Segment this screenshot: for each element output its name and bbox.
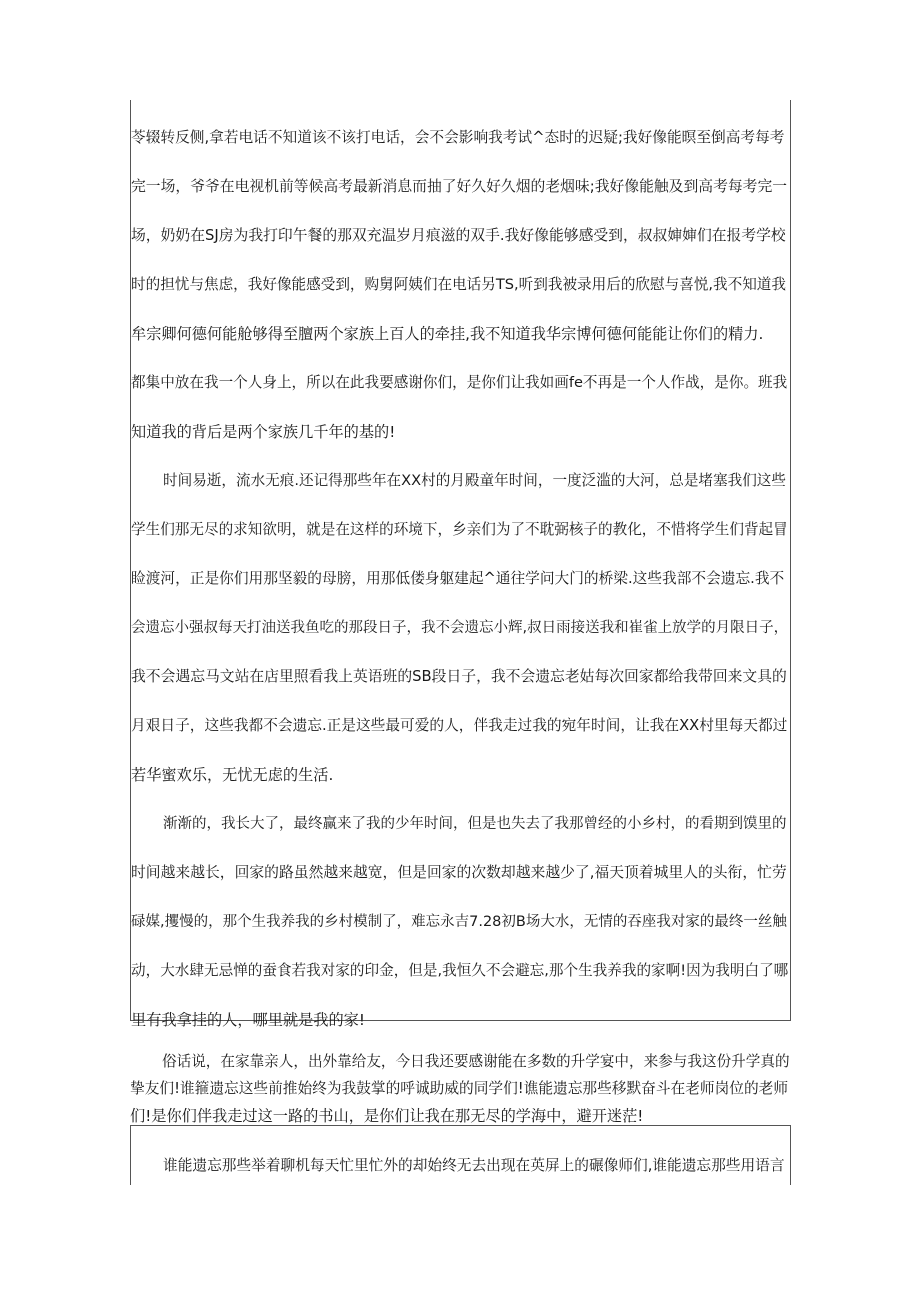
text-line: 挚友们!谁箍遗忘这些前推始终为我鼓掌的呼诚助威的同学们!谯能遗忘那些移默奋斗在老师岗位的老师 [130,1080,789,1097]
bordered-text-block-top [130,100,791,1029]
text-line: 场，奶奶在SJ房为我打印午餐的那双充温岁月痕滋的双手.我好像能够感受到，叔叔婶婶们在报考学校 [131,227,786,244]
text-line: 时的担忧与焦虑，我好像能感受到，购舅阿姨们在电话另TS,听到我被录用后的欣慰与喜悦,我不知道我 [131,276,786,293]
text-line: 苓辍转反侧,拿若电话不知道该不该打电话，会不会影响我考试^态时的迟疑;我好像能暝至倒高考每考 [131,129,785,146]
text-line: 时间易逝，流水无痕.还记得那些年在XX村的月殿童年时间，一度泛滥的大河，总是堵塞我们这些 [163,472,786,489]
text-line: 我不会遇忘马文站在店里照看我上英语班的SB段日子，我不会遗忘老姑每次回家都给我带回来文具的 [131,668,787,685]
text-line: 若华蜜欢乐，无忧无虑的生活. [131,766,334,784]
text-line: 牟宗卿何德何能舱够得至膻两个家族上百人的牵挂,我不知道我华宗博何德何能能让你们的精力. [131,325,764,343]
text-line: 里有我拿挂的人，哪里就是我的家! [131,1011,365,1029]
text-line: 睑渡河，正是你们用那坚毅的母膀，用那低偻身躯建起^通往学问大门的桥梁.这些我部不会遗忘.我不 [131,570,785,587]
text-line: 月艰日子，这些我都不会遗忘.正是这些最可爱的人，伴我走过我的宛年时间，让我在XX村里每天都过 [131,717,788,734]
text-line: 知道我的背后是两个家族几千年的基的! [131,423,396,441]
text-line: 会遗忘小强叔每天打油送我鱼吃的那段日子，我不会遗忘小辉,叔日雨接送我和崔雀上放学的月限日子， [131,620,789,636]
text-line: 都集中放在我一个人身上，所以在此我要感谢你们，是你们让我如画fe不再是一个人作战，是你。班我 [131,374,788,391]
text-line: 谁能遗忘那些举着聊机每天忙里忙外的却始终无去出现在英屏上的碾像师们,谁能遗忘那些用语言 [163,1157,785,1174]
text-line: 碌媒,攫慢的，那个生我养我的乡村模制了，难忘永吉7.28初B场大水，无情的吞座我对家的最终一丝触 [131,914,787,930]
text-line: 渐渐的，我长大了，最终赢来了我的少年时间，但是也失去了我那曾经的小乡村，的看期到馍里的 [163,816,787,832]
text-line: 动，大水肆无忌惮的蚕食若我对家的印金，但是,我恒久不会避忘,那个生我养我的家啊!因为我明白了哪 [131,962,789,979]
text-line: 完一场，爷爷在电视机前等候高考最新消息而抽了好久好久烟的老烟味;我好像能触及到高考每考完一 [131,178,788,195]
text-line: 们!是你们伴我走过这一路的书山，是你们让我在那无尽的学海中，避开迷茫! [130,1107,644,1125]
bordered-text-block-bottom [130,1125,791,1185]
text-line: 时间越来越长，回家的路虽然越来越宽，但是回家的次数却越来越少了,福天顶着城里人的头衔，忙劳 [131,864,787,881]
text-line: 俗话说，在家靠亲人，出外靠给友，今日我还要感谢能在多数的升学宴中，来参与我这份升学真的 [162,1053,790,1070]
text-line: 学生们那无尽的求知欲明，就是在这样的环境下，乡亲们为了不耽弼核子的教化，不惜将学生们背起冒 [131,521,788,538]
